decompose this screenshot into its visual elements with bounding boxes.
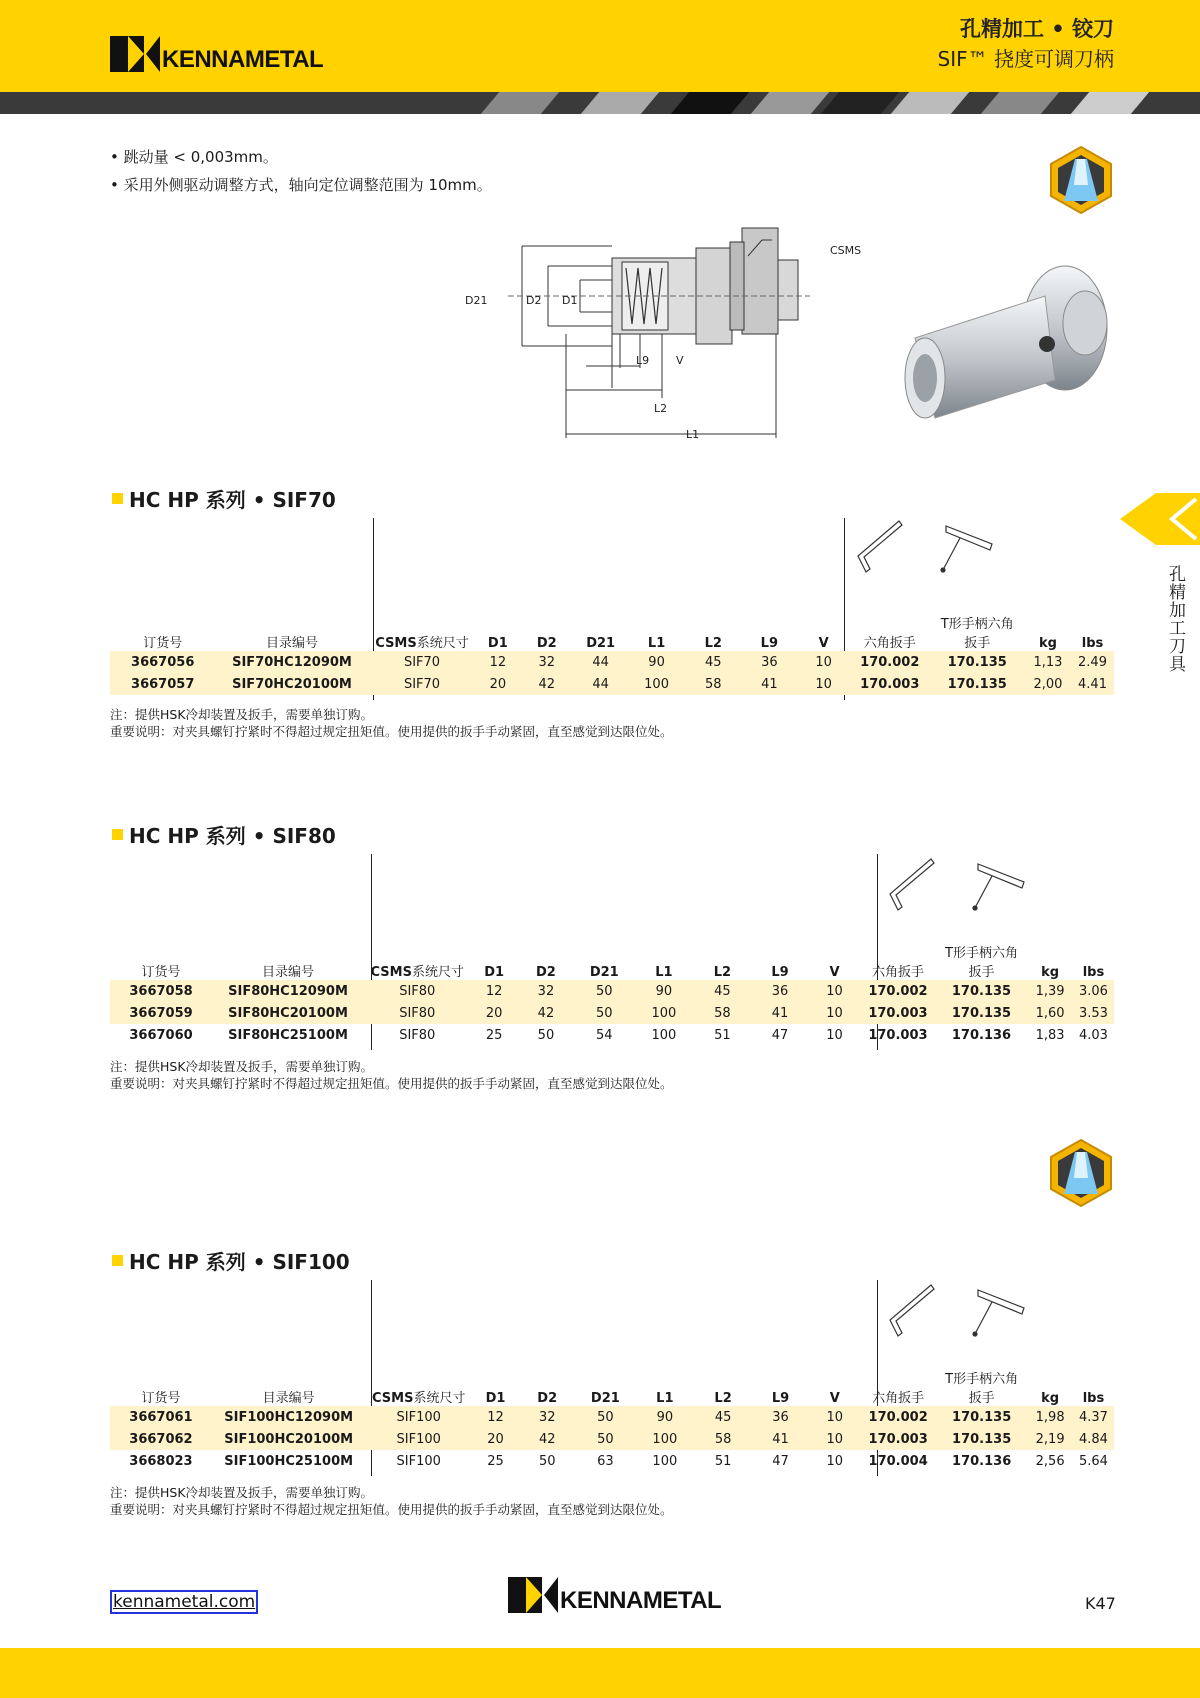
table-row: 3667060 SIF80HC25100M SIF80 25 50 54 100 51 47 10 170.003 170.136 1,83 4.03 (129, 1027, 1108, 1043)
hex-key-icon (890, 1285, 934, 1336)
table-row: 3667057 SIF70HC20100M SIF70 20 42 44 100 58 41 10 170.003 170.135 2,00 4.41 (110, 673, 1114, 695)
hex-key-icon (858, 521, 902, 572)
tool-holder-image (895, 268, 1120, 428)
side-tab-chevron-icon[interactable] (1120, 493, 1200, 545)
logo-k-mark (508, 1577, 542, 1613)
page-number: K47 (1085, 1594, 1116, 1613)
yellow-square-icon (112, 829, 123, 840)
hex-key-icon (890, 859, 934, 910)
section-title-sif100: HC HP 系列 • SIF100 (112, 1246, 350, 1275)
wrench-icons (888, 858, 1028, 914)
section-title-sif80: HC HP 系列 • SIF80 (112, 820, 336, 849)
feature-list (110, 143, 492, 199)
label-l1: L1 (686, 428, 700, 441)
logo-k-mark (110, 36, 144, 72)
side-tab-label: 孔精加工刀具 (1165, 565, 1185, 673)
logo-chevron-icon (146, 36, 160, 72)
note-sif70: 注：提供HSK冷却装置及扳手，需要单独订购。 重要说明：对夹具螺钉拧紧时不得超过规定扭矩值。使用提供的扳手手动紧固，直至感觉到达限位处。 (110, 707, 673, 739)
yellow-square-icon (112, 1255, 123, 1266)
yellow-square-icon (112, 493, 123, 504)
coolant-hex-icon (1048, 145, 1114, 215)
table-row: 3667059 SIF80HC20100M SIF80 20 42 50 100 58 41 10 170.003 170.135 1,60 3.53 (110, 1002, 1114, 1024)
table-row: 3668023 SIF100HC25100M SIF100 25 50 63 100 51 47 10 170.004 170.136 2,56 5.64 (129, 1453, 1108, 1469)
wrench-icons (888, 1284, 1028, 1340)
footer-band (0, 1648, 1200, 1698)
spec-table-sif80: 订货号 目录编号 CSMS系统尺寸 D1 D2 D21 L1 L2 L9 V 六角扳手 T形手柄六角 扳手 kg lbs 3667058 SIF80HC12090M SIF80 12 32 50 90 45 36 10 170.002 170.135 1,39 3.06 3667059 SIF80HC20100M SIF80 20 42 50 100 58 41 10 170.003 170.135 1,60 3.53 3667060 SIF80HC25100M SIF80 25 50 54 100 51 47 10 170.003 170.136 1,83 4.03 (110, 934, 1114, 1046)
website-link[interactable]: kennametal.com (110, 1590, 258, 1614)
table-row: 3667062 SIF100HC20100M SIF100 20 42 50 100 58 41 10 170.003 170.135 2,19 4.84 (110, 1428, 1114, 1450)
spec-table-sif100: 订货号 目录编号 CSMS系统尺寸 D1 D2 D21 L1 L2 L9 V 六角扳手 T形手柄六角 扳手 kg lbs 3667061 SIF100HC12090M SIF100 12 32 50 90 45 36 10 170.002 170.135 1,98 4.37 3667062 SIF100HC20100M SIF100 20 42 50 100 58 41 10 170.003 170.135 2,19 4.84 3668023 SIF100HC25100M SIF100 25 50 63 100 51 47 10 170.004 170.136 2,56 5.64 (110, 1360, 1114, 1472)
col-csms: CSMS系统尺寸 (375, 636, 469, 651)
label-l2: L2 (654, 402, 668, 415)
feature-item: • 跳动量 < 0,003mm。 (110, 143, 492, 171)
page-title (938, 14, 1114, 74)
label-v: V (676, 354, 684, 367)
logo-wordmark: KENNAMETAL (560, 1587, 722, 1614)
label-l9: L9 (636, 354, 650, 367)
table-row: 3667061 SIF100HC12090M SIF100 12 32 50 90 45 36 10 170.002 170.135 1,98 4.37 (110, 1406, 1114, 1428)
header-band (0, 0, 1200, 92)
table-row: 3667058 SIF80HC12090M SIF80 12 32 50 90 45 36 10 170.002 170.135 1,39 3.06 (110, 980, 1114, 1002)
label-d2: D2 (526, 294, 542, 307)
footer-logo (508, 1575, 721, 1615)
logo-chevron-icon (544, 1577, 558, 1613)
label-csms: CSMS (830, 244, 862, 257)
coolant-hex-icon (1048, 1138, 1114, 1208)
wrench-icons (856, 520, 996, 576)
label-d21: D21 (465, 294, 488, 307)
kennametal-logo (110, 34, 323, 74)
t-handle-key-icon (941, 526, 992, 572)
t-handle-key-icon (973, 864, 1024, 910)
technical-drawing (465, 238, 870, 448)
section-title-sif70: HC HP 系列 • SIF70 (112, 484, 336, 513)
title-line1: 孔精加工 • 铰刀 (959, 17, 1114, 41)
decorative-stripe (0, 92, 1200, 114)
logo-wordmark: KENNAMETAL (162, 46, 324, 73)
feature-item: • 采用外侧驱动调整方式，轴向定位调整范围为 10mm。 (110, 171, 492, 199)
t-handle-key-icon (973, 1290, 1024, 1336)
table-row: 3667056 SIF70HC12090M SIF70 12 32 44 90 45 36 10 170.002 170.135 1,13 2.49 (110, 651, 1114, 673)
note-sif100: 注：提供HSK冷却装置及扳手，需要单独订购。 重要说明：对夹具螺钉拧紧时不得超过规定扭矩值。使用提供的扳手手动紧固，直至感觉到达限位处。 (110, 1485, 673, 1517)
spec-table-sif70: 订货号 目录编号 CSMS系统尺寸 D1 D2 D21 L1 L2 L9 V 六角扳手 T形手柄六角 扳手 kg lbs 3667056 SIF70HC12090M SIF70 12 32 44 90 45 36 10 170.002 170.135 1,13 2.49 3667057 SIF70HC20100M SIF70 20 42 44 100 58 41 10 170.003 170.135 2,00 4.41 (110, 605, 1114, 695)
title-line2: SIF™ 挠度可调刀柄 (937, 47, 1114, 71)
note-sif80: 注：提供HSK冷却装置及扳手，需要单独订购。 重要说明：对夹具螺钉拧紧时不得超过规定扭矩值。使用提供的扳手手动紧固，直至感觉到达限位处。 (110, 1059, 673, 1091)
label-d1: D1 (562, 294, 578, 307)
